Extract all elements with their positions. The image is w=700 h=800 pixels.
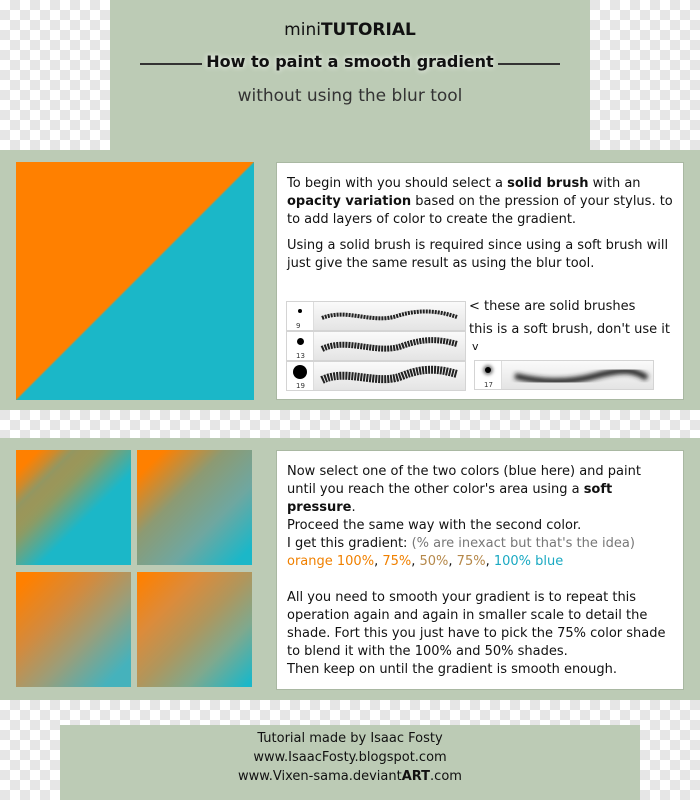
soft-brush-row [474, 360, 654, 390]
brush-dot-icon [298, 309, 302, 313]
soft-stroke [505, 364, 653, 388]
tutorial-subtitle: How to paint a smooth gradient [140, 52, 560, 71]
section2-card [276, 450, 684, 690]
brush-row-13 [286, 331, 466, 361]
brush-tip-cell: 19 [287, 362, 314, 390]
credits-footer [60, 725, 640, 800]
section2-paragraph5: Then keep on until the gradient is smooth enough. [287, 662, 617, 677]
brush-dot-icon [293, 365, 307, 379]
brush-tip-cell: 9 [287, 302, 314, 330]
section2-paragraph1: Now select one of the two colors (blue here) and paint until you reach the other color's area using a soft pressure. [287, 464, 641, 515]
gradient-step-3 [16, 572, 131, 687]
brush-row-19 [286, 361, 466, 391]
solid-stroke-19 [317, 364, 462, 390]
solid-brush-note: < these are solid brushes [469, 299, 636, 314]
credits-blog-link[interactable]: www.IsaacFosty.blogspot.com [253, 750, 447, 765]
soft-brush-note: this is a soft brush, don't use it [469, 322, 670, 337]
brush-dot-icon [297, 338, 304, 345]
brush-tip-cell: 13 [287, 332, 314, 360]
tutorial-tagline: without using the blur tool [237, 86, 463, 106]
gradient-step-1 [16, 450, 131, 565]
two-color-triangle [16, 162, 254, 400]
brush-row-9 [286, 301, 466, 331]
subtitle-row [140, 52, 560, 76]
gradient-step-2 [137, 450, 252, 565]
tutorial-title: miniTUTORIAL [284, 20, 416, 40]
header-panel [110, 0, 590, 150]
soft-brush-arrow: v [472, 340, 479, 353]
section2-paragraph3: I get this gradient: (% are inexact but that's the idea) [287, 536, 635, 551]
section2-paragraph2: Proceed the same way with the second color. [287, 518, 582, 533]
section2-paragraph4: All you need to smooth your gradient is to repeat this operation again and again in smaller scale to detail the shade. Fort this you just have to pick the 75% color shade to blend it with the 100% and 50% shades. [287, 590, 666, 659]
gradient-step-4 [137, 572, 252, 687]
gradient-scale: orange 100%, 75%, 50%, 75%, 100% blue [287, 554, 564, 569]
solid-stroke-13 [317, 335, 462, 359]
brush-tip-cell: 17 [475, 361, 502, 389]
soft-brush-dot-icon [485, 367, 491, 373]
section1-paragraph2: Using a solid brush is required since using a soft brush will just give the same result as using the blur tool. [287, 238, 669, 271]
solid-stroke-9 [317, 306, 462, 328]
section1-paragraph1: To begin with you should select a solid brush with an opacity variation based on the pression of your stylus. to to add layers of color to create the gradient. [287, 176, 673, 227]
credits-author: Tutorial made by Isaac Fosty [257, 731, 443, 746]
credits-deviantart-link[interactable]: www.Vixen-sama.deviantART.com [238, 769, 462, 784]
